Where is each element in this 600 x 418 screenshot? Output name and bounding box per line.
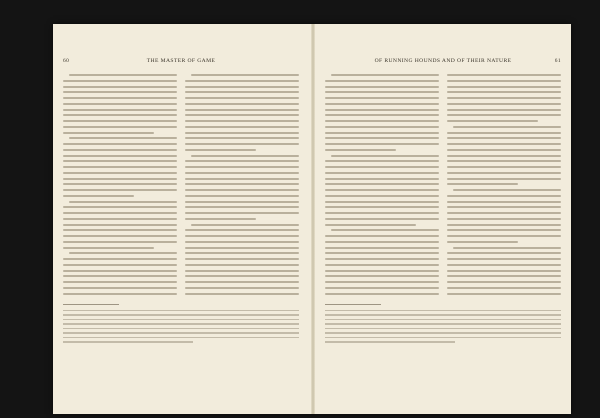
footnote-line [325,328,561,329]
text-line [447,103,561,105]
text-line [447,293,561,295]
text-line [325,178,439,180]
text-line [447,178,561,180]
text-line [447,155,561,157]
text-line [325,149,396,151]
text-line [191,155,299,157]
text-line [63,287,177,289]
footnote-line [325,319,561,320]
text-line [185,201,299,203]
text-line [325,114,439,116]
text-line [447,160,561,162]
right-page-column-1 [325,74,439,298]
text-line [325,258,439,260]
text-line [447,270,561,272]
text-line [63,172,177,174]
text-line [63,241,177,243]
text-line [185,293,299,295]
text-line [447,264,561,266]
text-line [69,201,177,203]
text-line [185,275,299,277]
footnote-line [325,310,561,311]
text-line [69,137,177,139]
text-line [63,143,177,145]
text-line [185,195,299,197]
text-line [325,137,439,139]
left-running-header [63,58,299,68]
text-line [185,270,299,272]
text-line [447,74,561,76]
text-line [63,80,177,82]
text-line [325,143,439,145]
text-line [63,281,177,283]
text-line [325,189,439,191]
text-line [447,212,561,214]
open-book [53,24,571,414]
text-line [185,103,299,105]
text-line [63,183,177,185]
text-line [453,247,561,249]
text-line [63,224,177,226]
text-line [63,120,177,122]
text-line [325,241,439,243]
text-line [325,270,439,272]
text-line [63,275,177,277]
text-line [185,80,299,82]
text-line [191,74,299,76]
text-line [325,120,439,122]
text-line [63,178,177,180]
text-line [63,258,177,260]
text-line [325,281,439,283]
text-line [63,235,177,237]
text-line [447,143,561,145]
footnote-line [63,319,299,320]
text-line [63,86,177,88]
text-line [63,247,154,249]
text-line [447,149,561,151]
text-line [63,160,177,162]
text-line [447,224,561,226]
text-line [185,258,299,260]
right-footnote-rule [325,304,381,305]
text-line [447,206,561,208]
footnote-line [63,337,299,338]
text-line [63,189,177,191]
text-line [325,218,439,220]
text-line [447,132,561,134]
text-line [185,91,299,93]
text-line [325,97,439,99]
text-line [447,137,561,139]
text-line [325,103,439,105]
text-line [447,80,561,82]
text-line [325,247,439,249]
text-line [69,252,177,254]
text-line [447,172,561,174]
text-line [185,235,299,237]
book-gutter [311,24,315,414]
left-page-column-2 [185,74,299,298]
text-line [63,155,177,157]
text-line [63,126,177,128]
text-line [63,149,177,151]
text-line [447,287,561,289]
left-page-column-1 [63,74,177,298]
footnote-line [325,314,561,315]
text-line [185,120,299,122]
left-running-head: THE MASTER OF GAME [146,58,216,64]
text-line [447,241,518,243]
text-line [63,206,177,208]
text-line [185,206,299,208]
footnote-line [63,341,193,342]
footnote-line [325,337,561,338]
text-line [325,109,439,111]
text-line [325,86,439,88]
text-line [325,275,439,277]
text-line [185,160,299,162]
text-line [63,132,154,134]
text-line [63,166,177,168]
text-line [325,212,439,214]
text-line [447,166,561,168]
right-page [325,58,561,346]
text-line [63,212,177,214]
footnote-line [325,332,561,333]
footnote-line [63,328,299,329]
text-line [185,132,299,134]
footnote-line [325,323,561,324]
text-line [185,97,299,99]
text-line [63,103,177,105]
text-line [185,183,299,185]
text-line [447,201,561,203]
text-line [69,74,177,76]
right-page-column-2 [447,74,561,298]
text-line [185,189,299,191]
footnote-line [63,314,299,315]
text-line [447,281,561,283]
text-line [185,218,256,220]
text-line [325,160,439,162]
text-line [63,293,177,295]
right-footnotes [325,310,561,343]
left-page [63,58,299,346]
left-page-number: 60 [63,58,70,64]
text-line [63,229,177,231]
text-line [325,252,439,254]
text-line [63,114,177,116]
text-line [185,241,299,243]
text-line [185,109,299,111]
text-line [447,114,561,116]
text-line [447,195,561,197]
left-footnotes [63,310,299,343]
right-running-header [325,58,561,68]
text-line [447,235,561,237]
text-line [325,126,439,128]
text-line [185,252,299,254]
text-line [447,97,561,99]
text-line [447,229,561,231]
text-line [185,143,299,145]
text-line [325,91,439,93]
text-line [325,172,439,174]
text-line [325,287,439,289]
text-line [191,224,299,226]
right-running-head: OF RUNNING HOUNDS AND OF THEIR NATURE [374,58,512,64]
text-line [453,189,561,191]
text-line [63,270,177,272]
text-line [63,195,134,197]
text-line [325,166,439,168]
text-line [185,264,299,266]
text-line [325,183,439,185]
text-line [325,80,439,82]
text-line [63,91,177,93]
text-line [325,201,439,203]
text-line [331,229,439,231]
footnote-line [63,332,299,333]
text-line [325,235,439,237]
text-line [185,126,299,128]
footnote-line [63,310,299,311]
text-line [63,109,177,111]
text-line [453,126,561,128]
text-line [447,275,561,277]
text-line [325,132,439,134]
text-line [185,229,299,231]
text-line [185,137,299,139]
text-line [447,91,561,93]
text-line [185,86,299,88]
text-line [185,114,299,116]
text-line [447,120,538,122]
text-line [185,287,299,289]
text-line [63,218,177,220]
footnote-line [63,323,299,324]
text-line [331,155,439,157]
text-line [447,218,561,220]
left-footnote-rule [63,304,119,305]
text-line [325,206,439,208]
text-line [447,86,561,88]
text-line [185,166,299,168]
text-line [447,183,518,185]
text-line [185,178,299,180]
text-line [185,212,299,214]
text-line [63,97,177,99]
text-line [185,172,299,174]
text-line [63,264,177,266]
right-page-number: 61 [554,58,561,64]
text-line [447,109,561,111]
text-line [325,293,439,295]
text-line [325,224,416,226]
text-line [185,149,256,151]
text-line [325,195,439,197]
text-line [447,252,561,254]
text-line [331,74,439,76]
footnote-line [325,341,455,342]
text-line [447,258,561,260]
text-line [325,264,439,266]
text-line [185,281,299,283]
text-line [185,247,299,249]
